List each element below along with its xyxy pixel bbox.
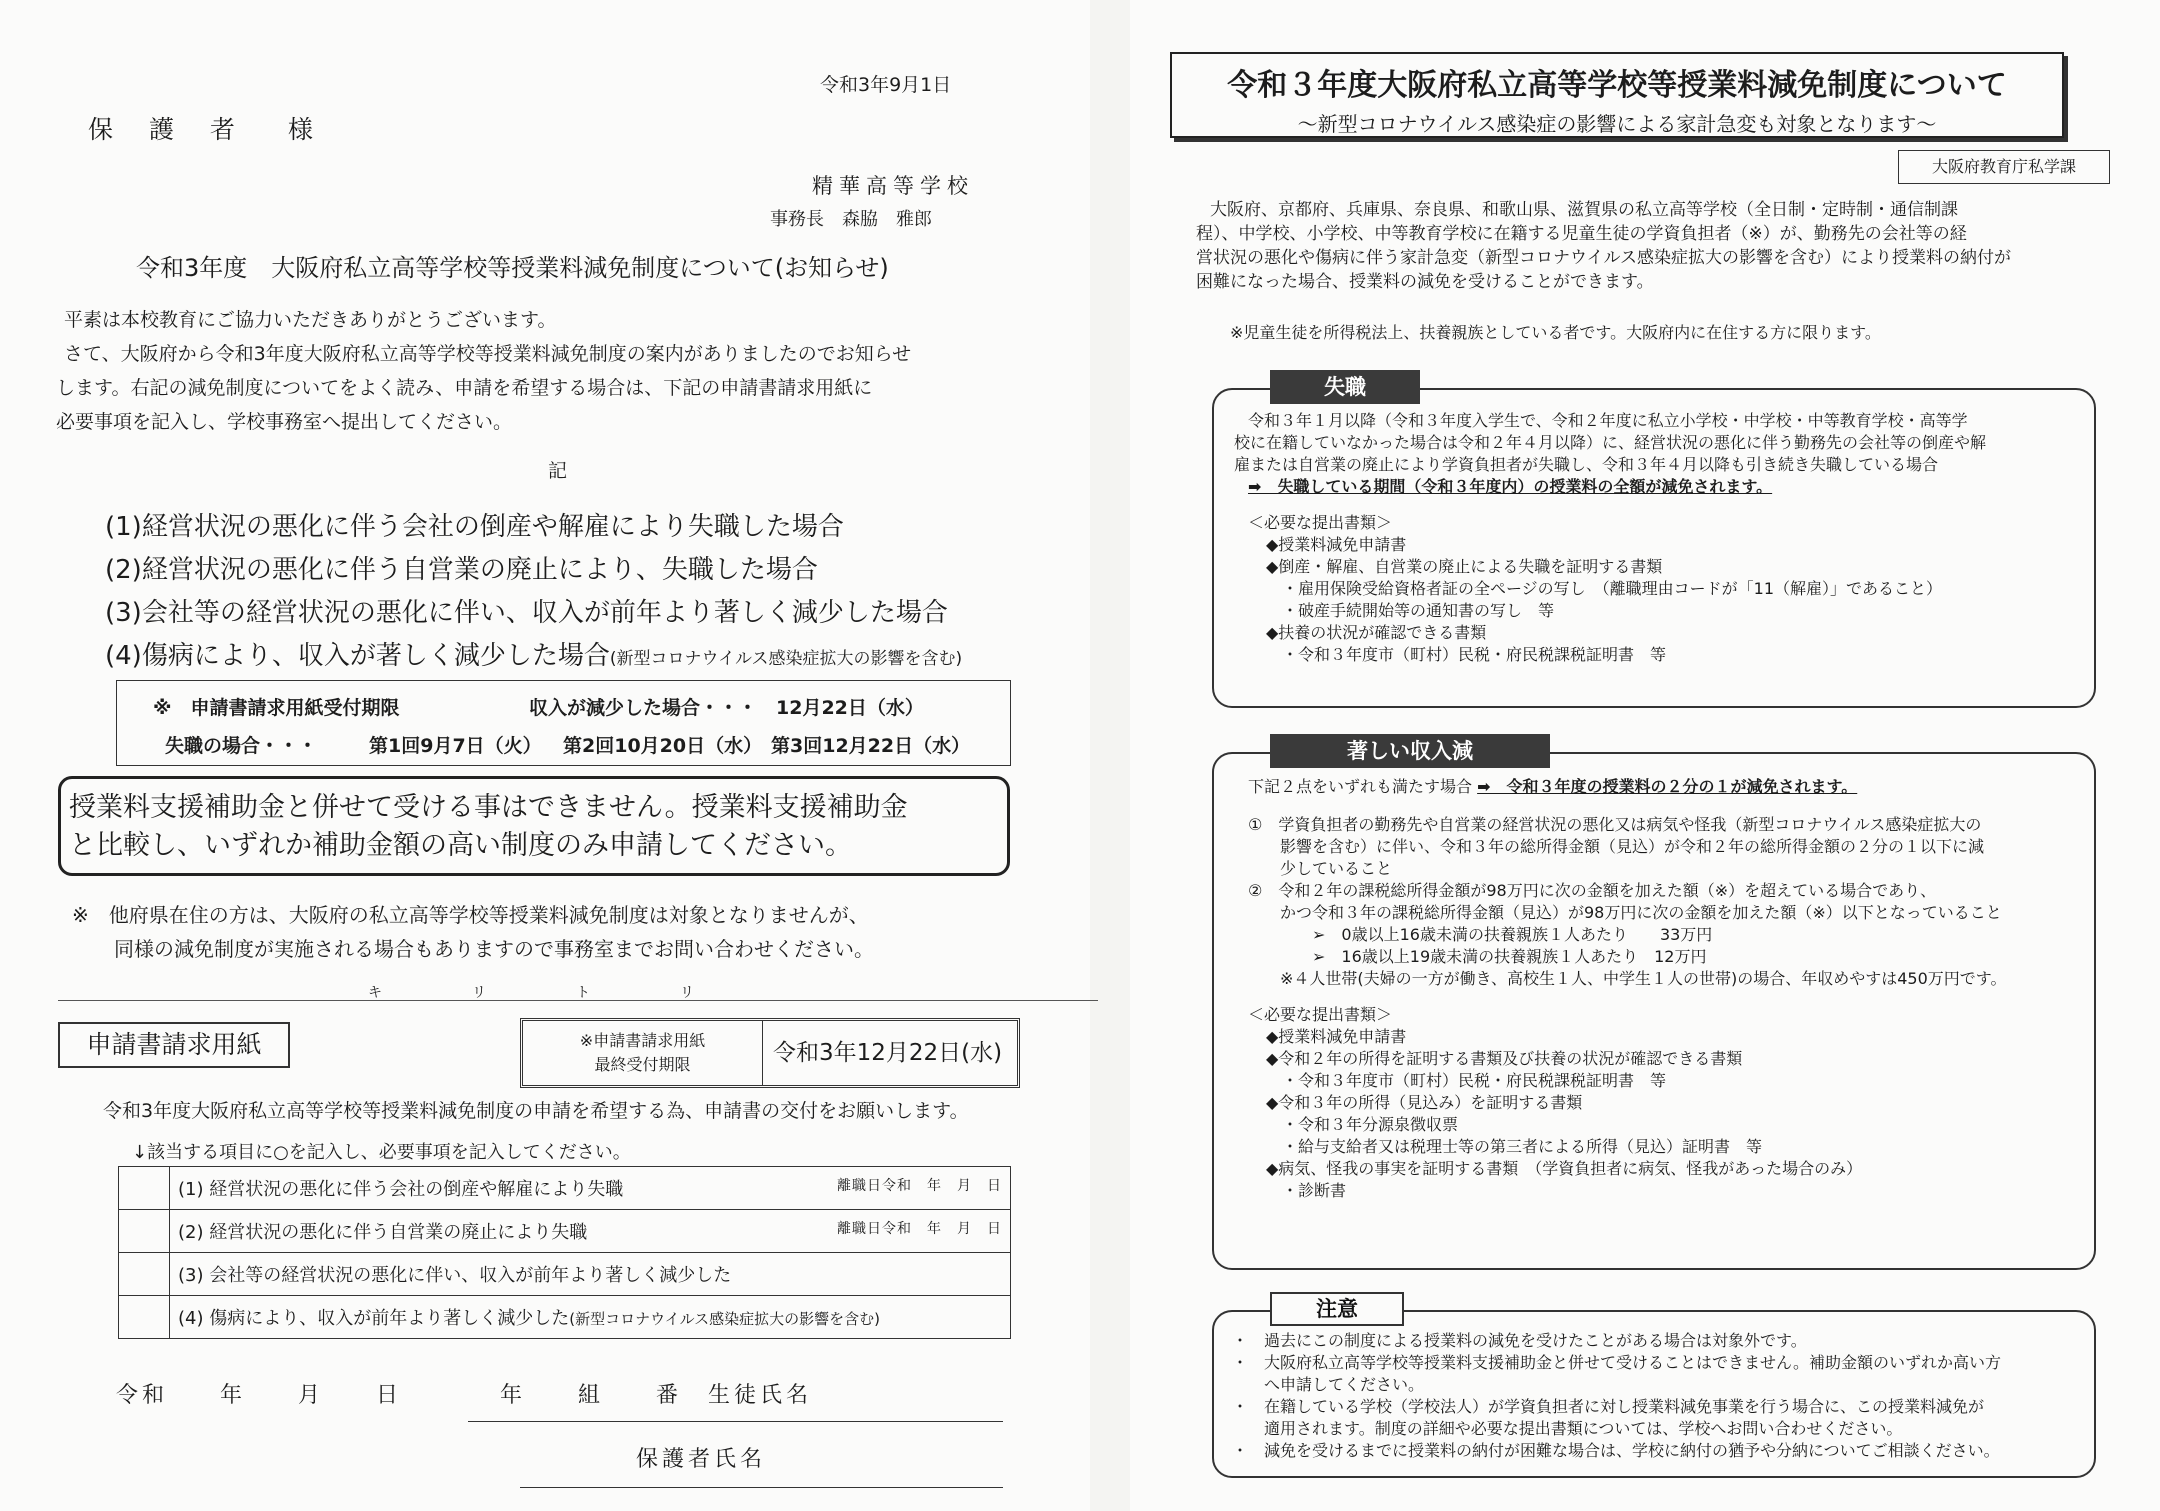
body-line: 少していること	[1248, 859, 1393, 878]
ki-heading: 記	[548, 460, 568, 482]
doc-item: ・破産手続開始等の通知書の写し 等	[1266, 601, 1555, 620]
case-item	[105, 635, 962, 681]
right-page	[1130, 0, 2160, 1511]
form-deadline-box	[520, 1018, 1020, 1088]
notice-subject: 令和3年度 大阪府私立高等学校等授業料減免制度について(お知らせ)	[136, 254, 889, 282]
deadline-round-3: 第3回12月22日（水）	[771, 735, 971, 757]
addressee: 保 護 者 様	[88, 115, 327, 144]
form-row-cell	[170, 1296, 1011, 1339]
form-row-cell: (3) 会社等の経営状況の悪化に伴い、収入が前年より著しく減少した	[170, 1253, 1011, 1296]
form-deadline-value: 令和3年12月22日(水)	[773, 1040, 1003, 1066]
body-line: ※４人世帯(夫婦の一方が働き、高校生１人、中学生１人の世帯)の場合、年収めやすは450万円です。	[1248, 969, 2007, 988]
cut-line	[58, 1000, 1098, 1001]
notice-date: 令和3年9月1日	[820, 74, 952, 96]
parent-name-label[interactable]: 保護者氏名	[636, 1447, 767, 1472]
greeting-text	[56, 303, 1044, 439]
case-item: (1)経営状況の悪化に伴う会社の倒産や解雇により失職した場合	[105, 512, 844, 542]
job-loss-tab: 失職	[1270, 370, 1420, 404]
body-line: ② 令和２年の課税総所得金額が98万円に次の金額を加えた額（※）を超えている場合であり、	[1248, 881, 1937, 900]
caution-line: 適用されます。制度の詳細や必要な提出書類については、学校へお問い合わせください。	[1232, 1419, 1903, 1438]
student-name-line[interactable]	[468, 1421, 1003, 1422]
table-row	[119, 1253, 1011, 1296]
greeting-line: さて、大阪府から令和3年度大阪府私立高等学校等授業料減免制度の案内がありましたのでお知らせ	[64, 343, 912, 365]
intro-text	[1196, 198, 2090, 294]
other-prefecture-note	[72, 898, 1052, 966]
case-list	[105, 506, 962, 681]
greeting-line: します。右記の減免制度についてをよく読み、申請を希望する場合は、下記の申請書請求用紙に	[56, 377, 873, 399]
greeting-line: 平素は本校教育にご協力いただきありがとうございます。	[64, 309, 557, 331]
case-item: (2)経営状況の悪化に伴う自営業の廃止により、失職した場合	[105, 555, 818, 585]
table-row	[119, 1296, 1011, 1339]
job-loss-body	[1234, 410, 1987, 666]
form-row-text: (1) 経営状況の悪化に伴う会社の倒産や解雇により失職	[178, 1179, 624, 1200]
case-item-text: (4)傷病により、収入が著しく減少した場合	[105, 641, 610, 671]
income-drop-body	[1248, 776, 2007, 1202]
caution-body	[1232, 1330, 2001, 1462]
form-deadline-label: ※申請書請求用紙 最終受付期限	[523, 1021, 763, 1085]
school-name: 精華高等学校	[812, 174, 974, 198]
table-row	[119, 1210, 1011, 1253]
body-line: かつ令和３年の課税総所得金額（見込）が98万円に次の金額を加えた額（※）以下となっていること	[1248, 903, 2002, 922]
body-line: ➢ 0歳以上16歳未満の扶養親族１人あたり 33万円	[1248, 925, 1713, 944]
caution-tab: 注意	[1270, 1292, 1404, 1326]
income-drop-lead-row	[1248, 776, 2007, 798]
caution-line: ・ 在籍している学校（学校法人）が学資負担者に対し授業料減免事業を行う場合に、この授業料減免が	[1232, 1397, 1985, 1416]
clerk-name: 事務長 森脇 雅郎	[770, 209, 932, 230]
spacer	[1248, 798, 2007, 814]
check-cell[interactable]	[119, 1253, 170, 1296]
form-row-cell	[170, 1167, 1011, 1210]
doc-item: ◆扶養の状況が確認できる書類	[1266, 623, 1487, 642]
form-request-text: 令和3年度大阪府私立高等学校等授業料減免制度の申請を希望する為、申請書の交付をお願いします。	[103, 1100, 969, 1122]
caution-line: ・ 減免を受けるまでに授業料の納付が困難な場合は、学校に納付の猶予や分納についてご相談ください。	[1232, 1441, 2000, 1460]
doc-item: ・令和３年分源泉徴収票	[1266, 1115, 1459, 1134]
intro-line: 困難になった場合、授業料の減免を受けることができます。	[1196, 272, 1654, 292]
warning-line: 授業料支援補助金と併せて受ける事はできません。授業料支援補助金	[69, 792, 908, 823]
doc-item: ◆授業料減免申請書	[1266, 1027, 1407, 1046]
doc-item: ◆病気、怪我の事実を証明する書類 （学資負担者に病気、怪我があった場合のみ）	[1266, 1159, 1863, 1178]
doc-item: ・令和３年度市（町村）民税・府民税課税証明書 等	[1266, 645, 1667, 664]
note-line: ※ 他府県在住の方は、大阪府の私立高等学校等授業料減免制度は対象となりませんが、	[72, 903, 869, 927]
body-line: 令和３年１月以降（令和３年度入学生で、令和２年度に私立小学校・中学校・中等教育学校・高等学	[1248, 411, 1968, 430]
income-drop-result: ➡ 令和３年度の授業料の２分の１が減免されます。	[1477, 777, 1858, 796]
intro-footnote: ※児童生徒を所得税法上、扶養親族としている者です。大阪府内に在住する方に限ります。	[1230, 323, 1881, 342]
warning-line: と比較し、いずれか補助金額の高い制度のみ申請してください。	[69, 830, 852, 861]
warning-box	[58, 776, 1010, 876]
deadline-label: ※ 申請書請求用紙受付期限	[153, 697, 400, 719]
deadline-round-2: 第2回10月20日（水）	[563, 735, 763, 757]
docs-heading: ＜必要な提出書類＞	[1248, 513, 1393, 532]
check-cell[interactable]	[119, 1167, 170, 1210]
cut-line-label: キリトリ	[368, 985, 784, 1001]
intro-line: 営状況の悪化や傷病に伴う家計急変（新型コロナウイルス感染症拡大の影響を含む）により授業料の納付が	[1196, 248, 2011, 268]
intro-line: 大阪府、京都府、兵庫県、奈良県、和歌山県、滋賀県の私立高等学校（全日制・定時制・通信制課	[1210, 200, 1958, 220]
doc-item: ◆令和３年の所得（見込み）を証明する書類	[1266, 1093, 1583, 1112]
job-loss-result: ➡ 失職している期間（令和３年度内）の授業料の全額が減免されます。	[1248, 477, 1773, 496]
body-line: 影響を含む）に伴い、令和３年の総所得金額（見込）が令和２年の総所得金額の２分の１以下に減	[1248, 837, 1985, 856]
department-label: 大阪府教育庁私学課	[1898, 150, 2110, 184]
leave-date[interactable]: 離職日令和 年 月 日	[837, 1178, 1002, 1194]
doc-item: ◆令和２年の所得を証明する書類及び扶養の状況が確認できる書類	[1266, 1049, 1743, 1068]
deadline-box	[116, 680, 1011, 766]
body-line: 校に在籍していなかった場合は令和２年４月以降）に、経営状況の悪化に伴う勤務先の会社等の倒産や解	[1234, 433, 1987, 452]
student-name-label[interactable]: 年 組 番 生徒氏名	[500, 1383, 813, 1408]
doc-item: ◆倒産・解雇、自営業の廃止による失職を証明する書類	[1266, 557, 1663, 576]
flyer-title: 令和３年度大阪府私立高等学校等授業料減免制度について	[1227, 68, 2007, 103]
table-row	[119, 1167, 1011, 1210]
flyer-subtitle: ～新型コロナウイルス感染症の影響による家計急変も対象となります～	[1297, 112, 1937, 136]
income-drop-tab: 著しい収入減	[1270, 734, 1550, 768]
body-line: ① 学資負担者の勤務先や自営業の経営状況の悪化又は病気や怪我（新型コロナウイルス感染症拡大の	[1248, 815, 1982, 834]
note-line: 同様の減免制度が実施される場合もありますので事務室までお問い合わせください。	[114, 937, 874, 961]
leave-date[interactable]: 離職日令和 年 月 日	[837, 1221, 1002, 1237]
form-row-text: (4) 傷病により、収入が前年より著しく減少した	[178, 1308, 570, 1329]
body-line: ➢ 16歳以上19歳未満の扶養親族１人あたり 12万円	[1248, 947, 1707, 966]
form-row-note: (新型コロナウイルス感染症拡大の影響を含む)	[569, 1310, 881, 1328]
deadline-income: 収入が減少した場合・・・ 12月22日（水）	[529, 697, 924, 719]
income-drop-lead: 下記２点をいずれも満たす場合	[1248, 777, 1473, 796]
form-row-cell	[170, 1210, 1011, 1253]
deadline-jobloss: 失職の場合・・・	[165, 735, 318, 757]
doc-item: ・給与支給者又は税理士等の第三者による所得（見込）証明書 等	[1266, 1137, 1763, 1156]
form-row-text: (2) 経営状況の悪化に伴う自営業の廃止により失職	[178, 1222, 588, 1243]
deadline-round-1: 第1回9月7日（火）	[369, 735, 542, 757]
doc-item: ◆授業料減免申請書	[1266, 535, 1407, 554]
doc-item: ・雇用保険受給資格者証の全ページの写し （離職理由コードが「11（解雇）」であること）	[1266, 579, 1943, 598]
case-item: (3)会社等の経営状況の悪化に伴い、収入が前年より著しく減少した場合	[105, 598, 948, 628]
caution-line: へ申請してください。	[1232, 1375, 1425, 1394]
greeting-line: 必要事項を記入し、学校事務室へ提出してください。	[56, 411, 513, 433]
form-title: 申請書請求用紙	[58, 1022, 290, 1068]
date-field-label[interactable]: 令和 年 月 日	[116, 1383, 403, 1408]
form-instruction: ↓該当する項目に○を記入し、必要事項を記入してください。	[132, 1142, 631, 1163]
check-cell[interactable]	[119, 1210, 170, 1253]
form-table	[118, 1166, 1011, 1339]
caution-line: ・ 大阪府私立高等学校等授業料支援補助金と併せて受けることはできません。補助金額のいずれか高い方	[1232, 1353, 2001, 1372]
docs-heading: ＜必要な提出書類＞	[1248, 1005, 1393, 1024]
check-cell[interactable]	[119, 1296, 170, 1339]
caution-line: ・ 過去にこの制度による授業料の減免を受けたことがある場合は対象外です。	[1232, 1331, 1807, 1350]
doc-item: ・令和３年度市（町村）民税・府民税課税証明書 等	[1266, 1071, 1667, 1090]
flyer-title-box	[1170, 52, 2064, 138]
parent-name-line[interactable]	[520, 1487, 1003, 1488]
case-item-note: (新型コロナウイルス感染症拡大の影響を含む)	[609, 649, 963, 669]
doc-item: ・診断書	[1266, 1181, 1347, 1200]
body-line: 雇または自営業の廃止により学資負担者が失職し、令和３年４月以降も引き続き失職している場合	[1234, 455, 1939, 474]
intro-line: 程）、中学校、小学校、中等教育学校に在籍する児童生徒の学資負担者（※）が、勤務先の会社等の経	[1196, 224, 1967, 244]
